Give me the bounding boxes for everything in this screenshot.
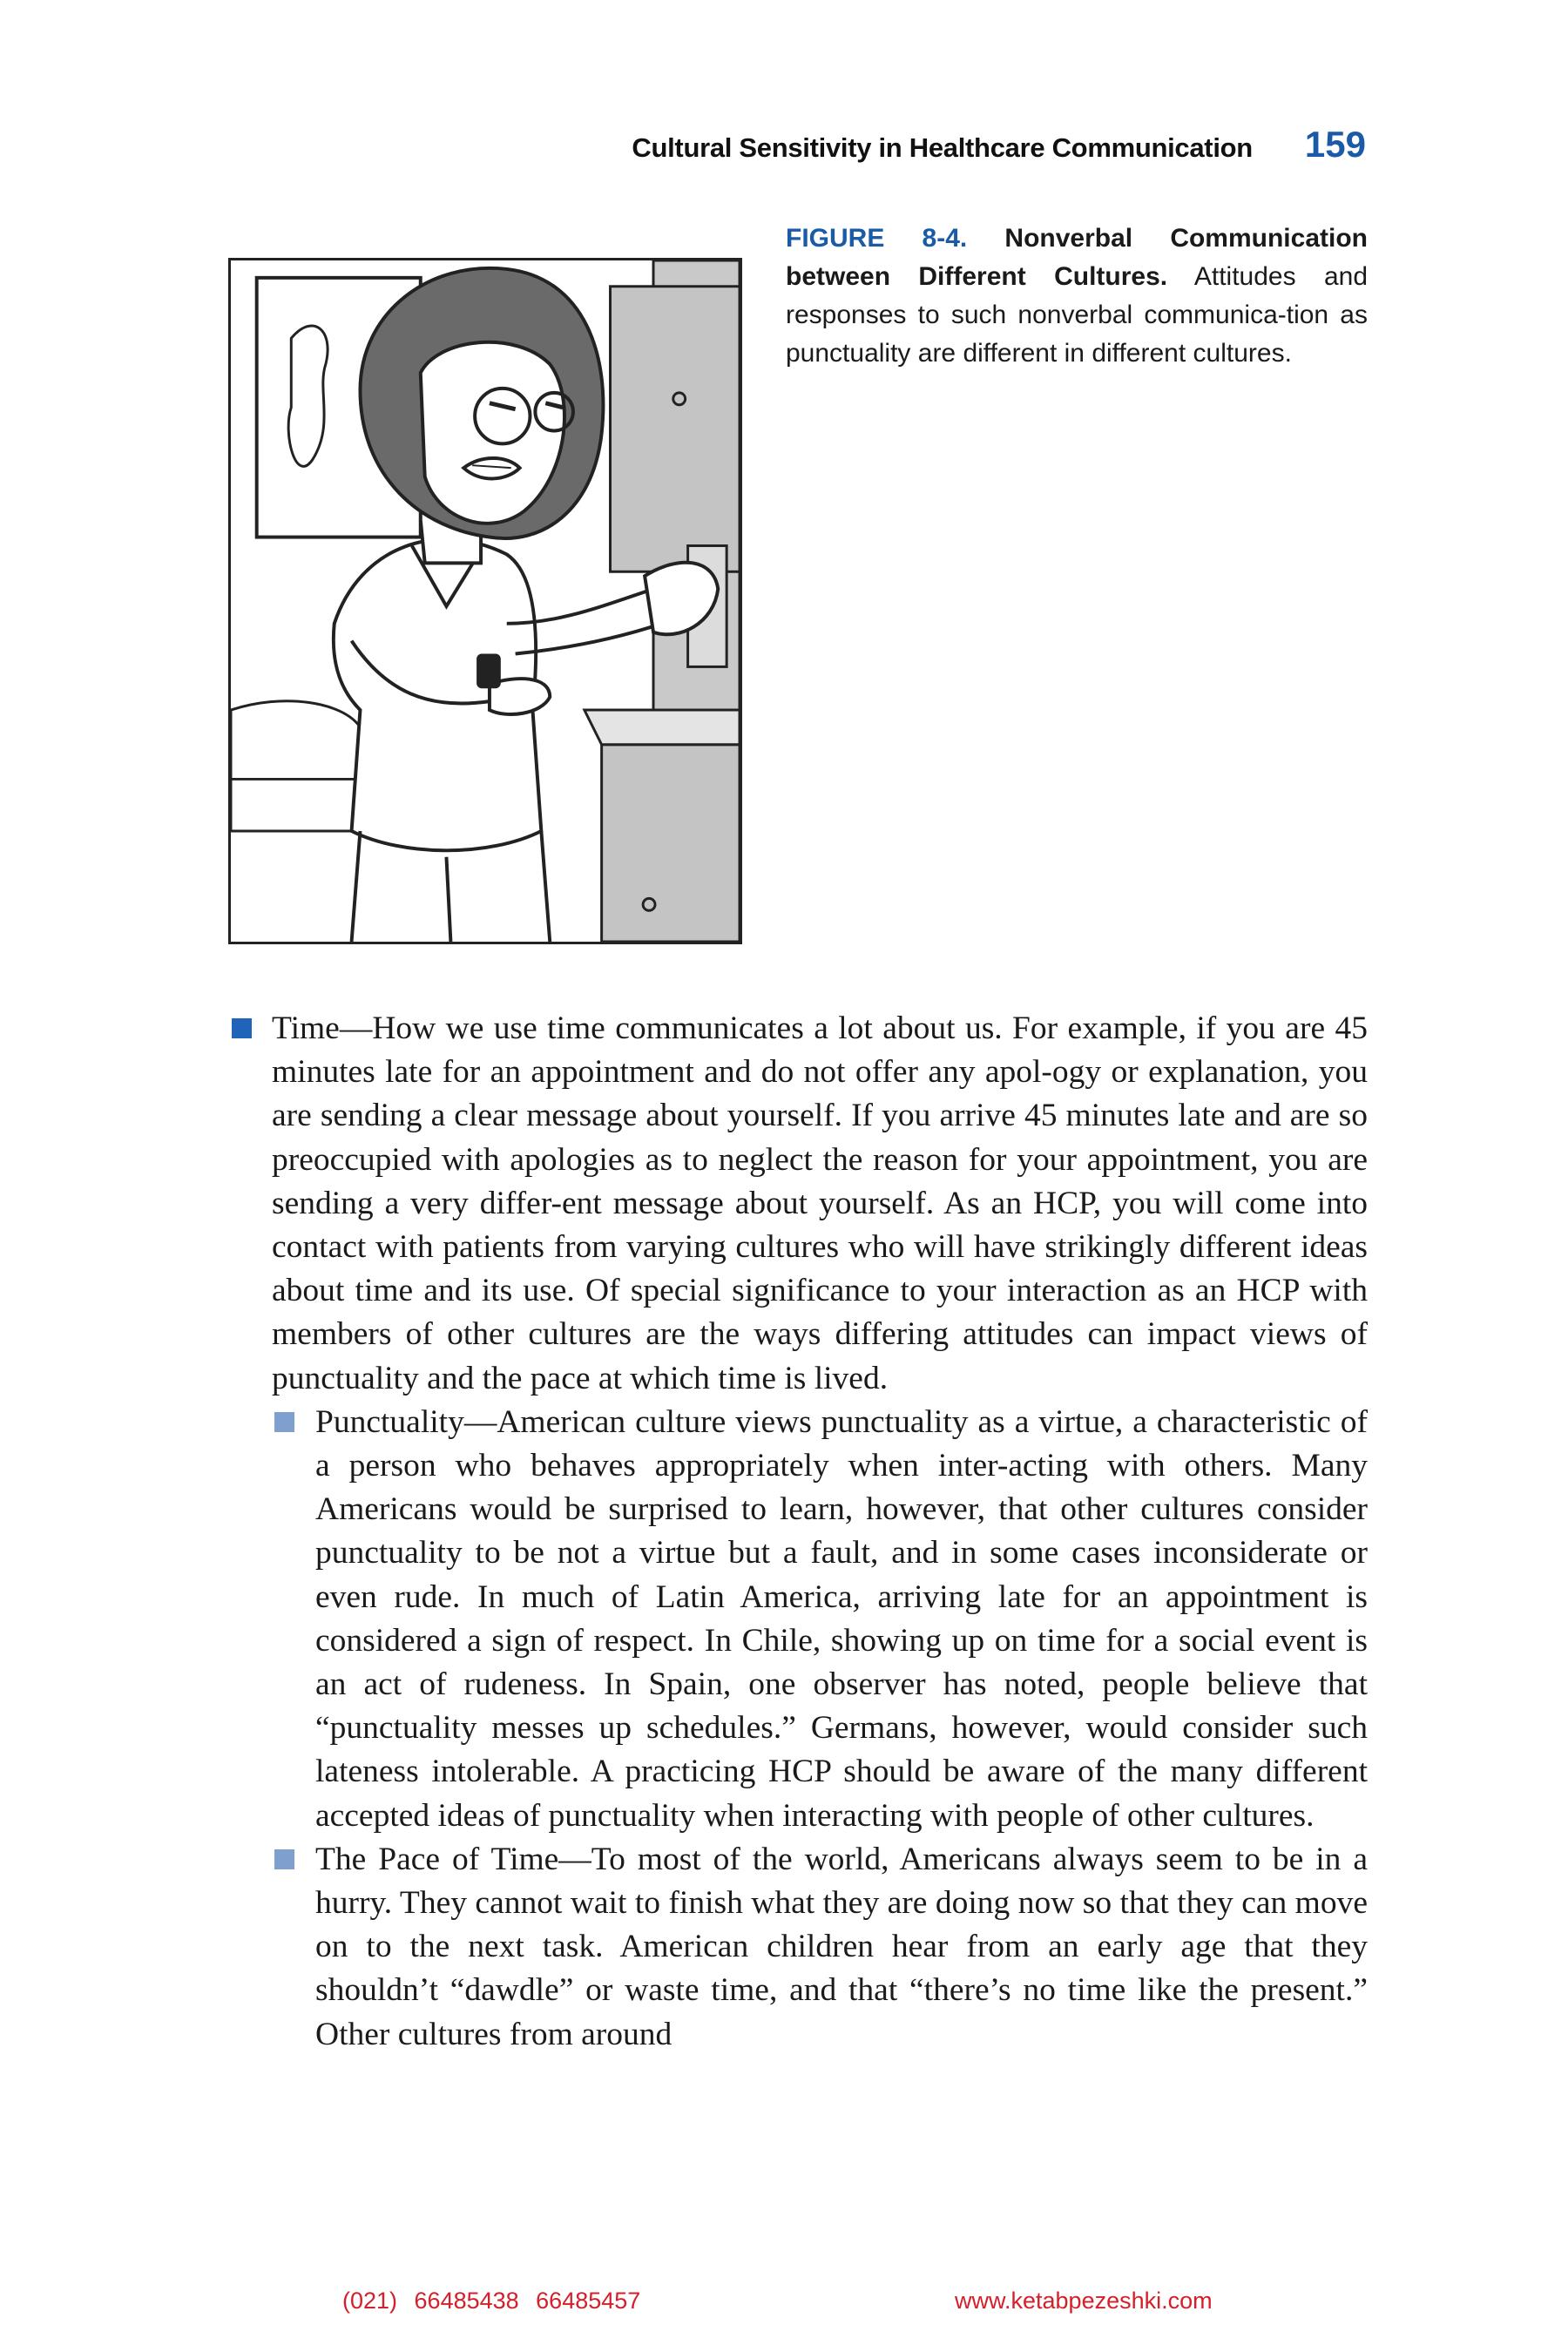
- footer-website: www.ketabpezeshki.com: [955, 2288, 1213, 2314]
- figure-title: Nonverbal Communication between Different Cultures.: [786, 224, 1368, 291]
- bullet-text: Time—How we use time communicates a lot about us. For example, if you are 45 minutes late for an appointment and do not offer any apol-ogy or explanation, you are sending a clear message about yourself. If you arrive 45 minutes late and are so preoccupied with apologies as to neglect the reason for your appointment, you are sending a very differ-ent message about yourself. As an HCP, you will come into contact with patients from varying cultures who will have strikingly different ideas about time and its use. Of special significance to your interaction as an HCP with members of other cultures are the ways differing attitudes can impact views of punctuality and the pace at which time is lived.: [272, 1010, 1368, 1396]
- figure-label: FIGURE 8-4.: [786, 224, 968, 253]
- bullet-text: The Pace of Time—To most of the world, Americans always seem to be in a hurry. They cannot wait to finish what they are doing now so that they can move on to the next task. American children hear from an early age that they shouldn’t “dawdle” or waste time, and that “there’s no time like the present.” Other cultures from around: [315, 1841, 1368, 2052]
- cartoon-nurse-checking-watch: [231, 260, 740, 942]
- square-bullet-icon: [274, 1412, 294, 1432]
- bullet-text: Punctuality—American culture views punctuality as a virtue, a characteristic of a person who behaves appropriately when inter-acting with others. Many Americans would be surprised to learn, however, that other cultures consider punctuality to be not a virtue but a fault, and in some cases inconsiderate or even rude. In much of Latin America, arriving late for an appointment is considered a sign of respect. In Chile, showing up on time for a social event is an act of rudeness. In Spain, one observer has noted, people believe that “punctuality messes up schedules.” Germans, however, would consider such lateness intolerable. A practicing HCP should be aware of the many different accepted ideas of punctuality when interacting with people of other cultures.: [315, 1403, 1368, 1834]
- running-title: Cultural Sensitivity in Healthcare Communication: [632, 132, 1253, 163]
- grimace-mouth: [463, 458, 519, 478]
- bullet-item-punctuality: [228, 1401, 1368, 1838]
- wristwatch: [476, 654, 501, 689]
- square-bullet-icon: [232, 1018, 252, 1038]
- figure-illustration: [228, 258, 742, 944]
- page-number: 159: [1304, 124, 1366, 165]
- footer-phones: (021) 66485438 66485457: [342, 2288, 641, 2314]
- wall-cabinet: [611, 287, 740, 571]
- square-bullet-icon: [274, 1849, 294, 1869]
- figure-caption: [786, 220, 1368, 373]
- figure-caption-text: Attitudes and responses to such nonverbal communica-tion as punctuality are different in different cultures.: [786, 262, 1368, 368]
- exam-bed: [231, 701, 360, 831]
- running-head: [632, 124, 1366, 166]
- bullet-item-pace-of-time: [228, 1838, 1368, 2057]
- counter-top: [585, 710, 740, 745]
- lower-cabinet: [602, 745, 740, 942]
- bullet-item-time: [228, 1007, 1368, 1401]
- body-text: [228, 1007, 1368, 2057]
